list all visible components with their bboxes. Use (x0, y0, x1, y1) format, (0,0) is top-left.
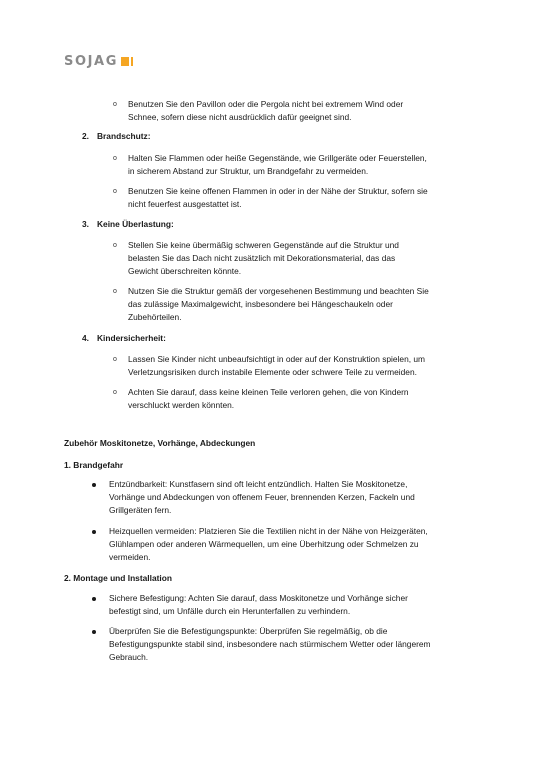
list-item: Benutzen Sie keine offenen Flammen in oder in der Nähe der Struktur, sofern sie nicht feuerfest ausgestattet ist. (128, 186, 428, 209)
subsection-heading: 1. Brandgefahr (64, 460, 124, 470)
sub-bullet-icon: o (113, 155, 117, 162)
company-logo (64, 54, 133, 69)
bullet-icon (92, 483, 96, 487)
subsection-heading: 2. Montage und Installation (64, 573, 172, 583)
bullet-icon (92, 597, 96, 601)
sub-bullet-icon: o (113, 101, 117, 108)
section-number: 2. (82, 131, 89, 141)
sub-bullet-icon: o (113, 188, 117, 195)
section-heading: Keine Überlastung: (97, 219, 174, 229)
sub-bullet-icon: o (113, 288, 117, 295)
section-number: 3. (82, 219, 89, 229)
bullet-icon (92, 630, 96, 634)
list-item: Nutzen Sie die Struktur gemäß der vorgesehenen Bestimmung und beachten Sie das zulässige Maximalgewicht, insbesondere bei Hängeschaukeln oder Zubehörteilen. (128, 286, 429, 322)
list-item: Benutzen Sie den Pavillon oder die Pergola nicht bei extremem Wind oder Schnee, sofern diese nicht ausdrücklich dafür geeignet sind. (128, 99, 404, 122)
list-item: Halten Sie Flammen oder heiße Gegenstände, wie Grillgeräte oder Feuerstellen, in sicherem Abstand zur Struktur, um Brandgefahr zu vermeiden. (128, 153, 427, 176)
list-item: Entzündbarkeit: Kunstfasern sind oft leicht entzündlich. Halten Sie Moskitonetze, Vorhänge und Abdeckungen von offenem Feuer, brennenden Kerzen, Fackeln und Grillgeräten fern. (109, 479, 415, 515)
sub-bullet-icon: o (113, 242, 117, 249)
list-item: Achten Sie darauf, dass keine kleinen Teile verloren gehen, die von Kindern verschluckt werden könnten. (128, 387, 409, 410)
bullet-icon (92, 530, 96, 534)
section-title: Zubehör Moskitonetze, Vorhänge, Abdeckungen (64, 438, 256, 448)
list-item: Sichere Befestigung: Achten Sie darauf, dass Moskitonetze und Vorhänge sicher befestigt sind, um Unfälle durch ein Herunterfallen zu verhindern. (109, 593, 408, 616)
list-item: Lassen Sie Kinder nicht unbeaufsichtigt in oder auf der Konstruktion spielen, um Verletzungsrisiken durch instabile Elemente oder schwere Teile zu vermeiden. (128, 354, 426, 377)
section-heading: Kindersicherheit: (97, 333, 166, 343)
logo-text: SOJAG (64, 54, 118, 69)
list-item: Stellen Sie keine übermäßig schweren Gegenstände auf die Struktur und belasten Sie das Dach nicht zusätzlich mit Dekorationsmaterial, das das Gewicht überschreiten könnte. (128, 240, 399, 276)
section-number: 4. (82, 333, 89, 343)
sub-bullet-icon: o (113, 389, 117, 396)
list-item: Heizquellen vermeiden: Platzieren Sie die Textilien nicht in der Nähe von Heizgeräten, Glühlampen oder anderen Wärmequellen, um eine Überhitzung oder Schmelzen zu vermeiden. (109, 526, 428, 562)
logo-mark-icon (121, 57, 133, 66)
list-item: Überprüfen Sie die Befestigungspunkte: Überprüfen Sie regelmäßig, ob die Befestigungspunkte stabil sind, insbesondere nach stürmischem Wetter oder längerem Gebrauch. (109, 626, 431, 662)
sub-bullet-icon: o (113, 356, 117, 363)
section-heading: Brandschutz: (97, 131, 151, 141)
